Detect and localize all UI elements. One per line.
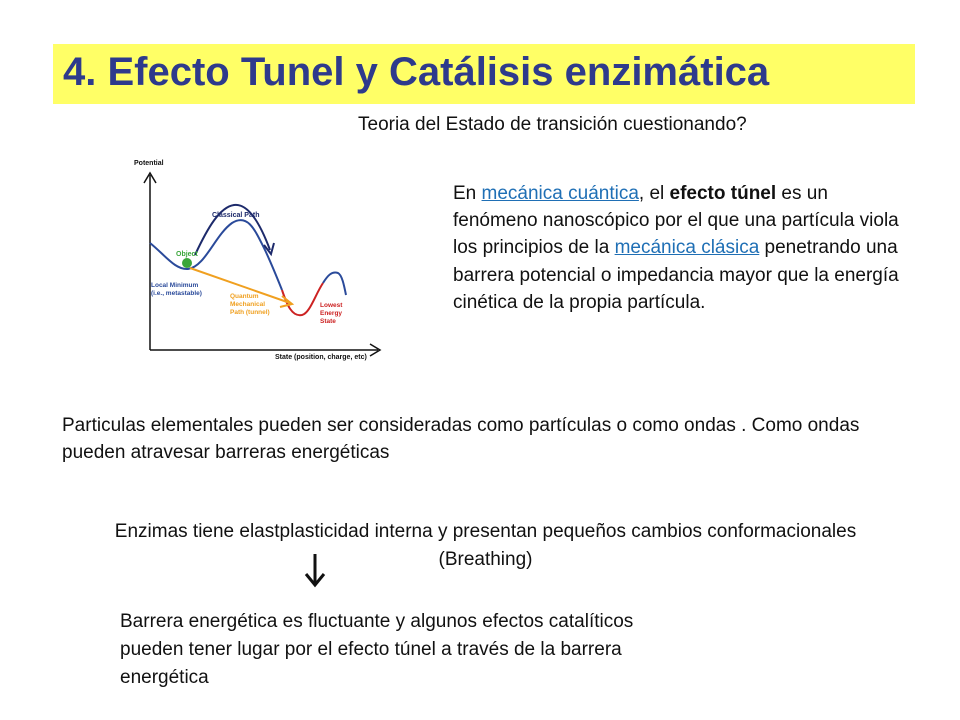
y-axis-label: Potential	[134, 160, 164, 167]
potential-curve-red	[282, 283, 323, 315]
lowest-energy-label-3: State	[320, 318, 336, 325]
title-bar	[53, 44, 915, 104]
lowest-energy-label-2: Energy	[320, 310, 343, 317]
tunnel-diagram	[120, 155, 390, 365]
text-segment: es un fenómeno nanoscópico por el que una partícula viola los principios de la	[453, 183, 899, 259]
potential-curve-right	[323, 272, 346, 295]
enzymes-paragraph	[18, 518, 953, 574]
lowest-energy-label-1: Lowest	[320, 302, 343, 309]
text-segment: En	[453, 183, 482, 204]
object-label: Object	[176, 251, 198, 258]
enzymes-line-1: Enzimas tiene elastplasticidad interna y presentan pequeños cambios conformacionales	[114, 521, 857, 542]
local-minimum-label: Local Minimum	[151, 282, 199, 289]
subtitle: Teoria del Estado de transición cuestionando?	[358, 114, 747, 135]
particles-paragraph: Particulas elementales pueden ser consideradas como partículas o como ondas . Como ondas pueden atravesar barreras energéticas	[62, 415, 860, 463]
text-segment: penetrando una barrera potencial o impedancia mayor que la energía cinética de la propia partícula.	[453, 237, 899, 313]
x-axis-label: State (position, charge, etc)	[275, 354, 367, 361]
barrier-paragraph: Barrera energética es fluctuante y algunos efectos catalíticos pueden tener lugar por el efecto túnel a través de la barrera energética	[120, 611, 634, 688]
tunnel-effect-paragraph	[453, 180, 901, 316]
local-minimum-sublabel: (i.e., metastable)	[151, 290, 202, 297]
text-segment: , el	[638, 183, 670, 204]
down-arrow-icon	[302, 552, 328, 588]
object-ball	[182, 258, 192, 268]
slide-title: 4. Efecto Tunel y Catálisis enzimática	[63, 50, 770, 94]
link-classical-mechanics[interactable]: mecánica clásica	[614, 237, 760, 259]
classical-path-label: Classical Path	[212, 212, 260, 219]
enzymes-line-2: (Breathing)	[438, 549, 533, 570]
quantum-label-3: Path (tunnel)	[230, 309, 270, 316]
bold-term: efecto túnel	[669, 183, 777, 204]
quantum-label-1: Quantum	[230, 293, 259, 300]
link-quantum-mechanics[interactable]: mecánica cuántica	[481, 183, 639, 204]
quantum-label-2: Mechanical	[230, 301, 266, 308]
